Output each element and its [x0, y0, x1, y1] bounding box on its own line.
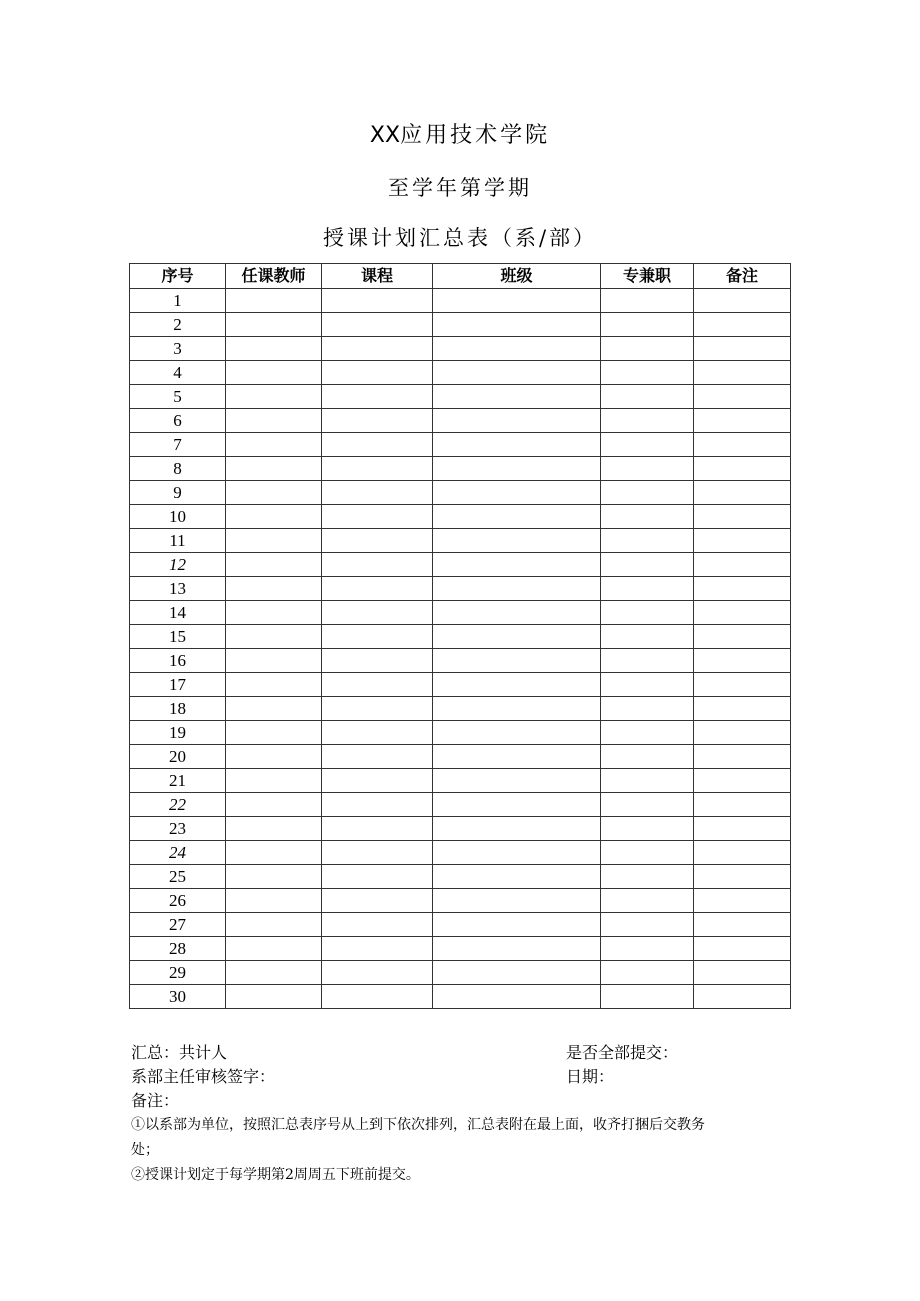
- cell-course[interactable]: [322, 481, 433, 505]
- cell-index: 26: [130, 889, 226, 913]
- cell-remarks[interactable]: [694, 745, 791, 769]
- cell-remarks[interactable]: [694, 913, 791, 937]
- cell-class[interactable]: [433, 313, 601, 337]
- cell-class[interactable]: [433, 745, 601, 769]
- table-row: [130, 457, 791, 481]
- cell-employment-type[interactable]: [601, 289, 694, 313]
- table-row: [130, 625, 791, 649]
- cell-index: 17: [130, 673, 226, 697]
- col-header-teacher: 任课教师: [226, 264, 322, 289]
- cell-employment-type[interactable]: [601, 889, 694, 913]
- cell-employment-type[interactable]: [601, 865, 694, 889]
- cell-course[interactable]: [322, 889, 433, 913]
- cell-employment-type[interactable]: [601, 481, 694, 505]
- cell-class[interactable]: [433, 433, 601, 457]
- cell-course[interactable]: [322, 313, 433, 337]
- cell-class[interactable]: [433, 793, 601, 817]
- cell-employment-type[interactable]: [601, 985, 694, 1009]
- cell-employment-type[interactable]: [601, 697, 694, 721]
- cell-remarks[interactable]: [694, 865, 791, 889]
- cell-employment-type[interactable]: [601, 601, 694, 625]
- table-row: [130, 481, 791, 505]
- cell-remarks[interactable]: [694, 577, 791, 601]
- cell-class[interactable]: [433, 577, 601, 601]
- cell-teacher[interactable]: [226, 745, 322, 769]
- cell-remarks[interactable]: [694, 433, 791, 457]
- note-1-line-2: 处；: [131, 1142, 159, 1158]
- cell-remarks[interactable]: [694, 721, 791, 745]
- table-row: [130, 961, 791, 985]
- cell-remarks[interactable]: [694, 361, 791, 385]
- cell-course[interactable]: [322, 697, 433, 721]
- cell-employment-type[interactable]: [601, 337, 694, 361]
- cell-teacher[interactable]: [226, 649, 322, 673]
- institution-title-rest: 应用技术学院: [400, 123, 551, 148]
- cell-course[interactable]: [322, 625, 433, 649]
- cell-remarks[interactable]: [694, 457, 791, 481]
- cell-employment-type[interactable]: [601, 793, 694, 817]
- cell-remarks[interactable]: [694, 889, 791, 913]
- cell-employment-type[interactable]: [601, 649, 694, 673]
- cell-index: 4: [130, 361, 226, 385]
- remarks-label: 备注：: [131, 1091, 180, 1110]
- cell-employment-type[interactable]: [601, 937, 694, 961]
- table-row: [130, 649, 791, 673]
- cell-class[interactable]: [433, 385, 601, 409]
- cell-class[interactable]: [433, 937, 601, 961]
- table-row: [130, 841, 791, 865]
- cell-index: 27: [130, 913, 226, 937]
- cell-remarks[interactable]: [694, 481, 791, 505]
- cell-index: 30: [130, 985, 226, 1009]
- cell-course[interactable]: [322, 553, 433, 577]
- cell-remarks[interactable]: [694, 841, 791, 865]
- cell-employment-type[interactable]: [601, 457, 694, 481]
- cell-teacher[interactable]: [226, 601, 322, 625]
- col-header-class: 班级: [433, 264, 601, 289]
- table-row: [130, 985, 791, 1009]
- cell-remarks[interactable]: [694, 529, 791, 553]
- plan-summary-table: [129, 263, 791, 1009]
- table-row: [130, 409, 791, 433]
- cell-teacher[interactable]: [226, 529, 322, 553]
- cell-remarks[interactable]: [694, 337, 791, 361]
- cell-course[interactable]: [322, 913, 433, 937]
- cell-index: 6: [130, 409, 226, 433]
- cell-teacher[interactable]: [226, 361, 322, 385]
- cell-course[interactable]: [322, 601, 433, 625]
- cell-teacher[interactable]: [226, 289, 322, 313]
- cell-teacher[interactable]: [226, 409, 322, 433]
- semester-line: 至学年第学期: [388, 176, 532, 200]
- cell-course[interactable]: [322, 841, 433, 865]
- table-row: [130, 553, 791, 577]
- cell-index: 11: [130, 529, 226, 553]
- cell-class[interactable]: [433, 529, 601, 553]
- cell-employment-type[interactable]: [601, 361, 694, 385]
- table-row: [130, 385, 791, 409]
- cell-index: 21: [130, 769, 226, 793]
- cell-index: 22: [130, 793, 226, 817]
- cell-remarks[interactable]: [694, 553, 791, 577]
- table-row: [130, 937, 791, 961]
- cell-index: 29: [130, 961, 226, 985]
- cell-employment-type[interactable]: [601, 313, 694, 337]
- table-row: [130, 697, 791, 721]
- cell-employment-type[interactable]: [601, 745, 694, 769]
- cell-class[interactable]: [433, 553, 601, 577]
- cell-course[interactable]: [322, 817, 433, 841]
- cell-class[interactable]: [433, 289, 601, 313]
- table-row: [130, 721, 791, 745]
- table-row: [130, 337, 791, 361]
- cell-employment-type[interactable]: [601, 673, 694, 697]
- cell-class[interactable]: [433, 505, 601, 529]
- cell-course[interactable]: [322, 961, 433, 985]
- cell-class[interactable]: [433, 817, 601, 841]
- cell-teacher[interactable]: [226, 889, 322, 913]
- cell-class[interactable]: [433, 697, 601, 721]
- cell-employment-type[interactable]: [601, 505, 694, 529]
- cell-employment-type[interactable]: [601, 577, 694, 601]
- cell-course[interactable]: [322, 361, 433, 385]
- cell-class[interactable]: [433, 769, 601, 793]
- cell-class[interactable]: [433, 721, 601, 745]
- cell-course[interactable]: [322, 577, 433, 601]
- cell-employment-type[interactable]: [601, 913, 694, 937]
- cell-teacher[interactable]: [226, 505, 322, 529]
- cell-course[interactable]: [322, 385, 433, 409]
- institution-title: [0, 118, 920, 149]
- cell-class[interactable]: [433, 841, 601, 865]
- cell-course[interactable]: [322, 649, 433, 673]
- table-row: [130, 361, 791, 385]
- cell-class[interactable]: [433, 673, 601, 697]
- cell-class[interactable]: [433, 601, 601, 625]
- cell-teacher[interactable]: [226, 817, 322, 841]
- cell-course[interactable]: [322, 289, 433, 313]
- cell-remarks[interactable]: [694, 697, 791, 721]
- cell-remarks[interactable]: [694, 313, 791, 337]
- cell-index: 3: [130, 337, 226, 361]
- cell-employment-type[interactable]: [601, 769, 694, 793]
- cell-index: 13: [130, 577, 226, 601]
- cell-remarks[interactable]: [694, 505, 791, 529]
- cell-course[interactable]: [322, 409, 433, 433]
- cell-remarks[interactable]: [694, 649, 791, 673]
- cell-index: 16: [130, 649, 226, 673]
- cell-index: 10: [130, 505, 226, 529]
- cell-index: 12: [130, 553, 226, 577]
- director-signature-label: 系部主任审核签字：: [131, 1067, 276, 1086]
- cell-remarks[interactable]: [694, 817, 791, 841]
- cell-remarks[interactable]: [694, 769, 791, 793]
- col-header-index: 序号: [130, 264, 226, 289]
- cell-course[interactable]: [322, 337, 433, 361]
- all-submitted-label: 是否全部提交：: [566, 1043, 679, 1062]
- cell-index: 20: [130, 745, 226, 769]
- cell-teacher[interactable]: [226, 769, 322, 793]
- cell-index: 19: [130, 721, 226, 745]
- cell-index: 15: [130, 625, 226, 649]
- institution-title-prefix: XX: [369, 123, 401, 148]
- cell-teacher[interactable]: [226, 865, 322, 889]
- cell-teacher[interactable]: [226, 625, 322, 649]
- cell-class[interactable]: [433, 649, 601, 673]
- cell-employment-type[interactable]: [601, 409, 694, 433]
- cell-teacher[interactable]: [226, 313, 322, 337]
- cell-index: 8: [130, 457, 226, 481]
- cell-teacher[interactable]: [226, 937, 322, 961]
- cell-teacher[interactable]: [226, 697, 322, 721]
- cell-teacher[interactable]: [226, 673, 322, 697]
- cell-index: 23: [130, 817, 226, 841]
- table-row: [130, 433, 791, 457]
- date-label: 日期：: [566, 1067, 615, 1086]
- cell-class[interactable]: [433, 337, 601, 361]
- table-row: [130, 673, 791, 697]
- cell-remarks[interactable]: [694, 793, 791, 817]
- table-row: [130, 865, 791, 889]
- cell-teacher[interactable]: [226, 577, 322, 601]
- cell-class[interactable]: [433, 865, 601, 889]
- table-row: [130, 289, 791, 313]
- table-row: [130, 769, 791, 793]
- note-1-line-1: ①以系部为单位，按照汇总表序号从上到下依次排列，汇总表附在最上面，收齐打捆后交教务: [131, 1117, 705, 1133]
- cell-teacher[interactable]: [226, 793, 322, 817]
- col-header-employment-type: 专兼职: [601, 264, 694, 289]
- cell-index: 7: [130, 433, 226, 457]
- table-row: [130, 817, 791, 841]
- cell-class[interactable]: [433, 961, 601, 985]
- cell-class[interactable]: [433, 625, 601, 649]
- cell-employment-type[interactable]: [601, 529, 694, 553]
- cell-remarks[interactable]: [694, 673, 791, 697]
- cell-employment-type[interactable]: [601, 553, 694, 577]
- cell-remarks[interactable]: [694, 385, 791, 409]
- note-2: ②授课计划定于每学期第2周周五下班前提交。: [131, 1167, 420, 1183]
- cell-course[interactable]: [322, 505, 433, 529]
- cell-course[interactable]: [322, 673, 433, 697]
- table-row: [130, 793, 791, 817]
- cell-teacher[interactable]: [226, 985, 322, 1009]
- cell-remarks[interactable]: [694, 601, 791, 625]
- cell-course[interactable]: [322, 769, 433, 793]
- cell-teacher[interactable]: [226, 913, 322, 937]
- cell-index: 14: [130, 601, 226, 625]
- table-row: [130, 889, 791, 913]
- cell-course[interactable]: [322, 985, 433, 1009]
- cell-class[interactable]: [433, 913, 601, 937]
- cell-index: 9: [130, 481, 226, 505]
- cell-teacher[interactable]: [226, 457, 322, 481]
- cell-course[interactable]: [322, 745, 433, 769]
- cell-class[interactable]: [433, 361, 601, 385]
- table-row: [130, 505, 791, 529]
- cell-course[interactable]: [322, 793, 433, 817]
- cell-class[interactable]: [433, 985, 601, 1009]
- col-header-remarks: 备注: [694, 264, 791, 289]
- cell-index: 18: [130, 697, 226, 721]
- cell-teacher[interactable]: [226, 481, 322, 505]
- cell-index: 25: [130, 865, 226, 889]
- cell-teacher[interactable]: [226, 841, 322, 865]
- col-header-course: 课程: [322, 264, 433, 289]
- form-title: 授课计划汇总表（系/部）: [322, 226, 598, 250]
- cell-employment-type[interactable]: [601, 625, 694, 649]
- cell-teacher[interactable]: [226, 961, 322, 985]
- cell-index: 2: [130, 313, 226, 337]
- table-row: [130, 577, 791, 601]
- cell-course[interactable]: [322, 529, 433, 553]
- cell-remarks[interactable]: [694, 625, 791, 649]
- cell-remarks[interactable]: [694, 985, 791, 1009]
- cell-course[interactable]: [322, 721, 433, 745]
- cell-remarks[interactable]: [694, 409, 791, 433]
- table-row: [130, 529, 791, 553]
- cell-employment-type[interactable]: [601, 433, 694, 457]
- cell-course[interactable]: [322, 457, 433, 481]
- table-row: [130, 313, 791, 337]
- cell-index: 5: [130, 385, 226, 409]
- cell-remarks[interactable]: [694, 961, 791, 985]
- table-header-row: [130, 264, 791, 289]
- cell-remarks[interactable]: [694, 289, 791, 313]
- cell-teacher[interactable]: [226, 721, 322, 745]
- cell-course[interactable]: [322, 937, 433, 961]
- cell-employment-type[interactable]: [601, 721, 694, 745]
- cell-index: 24: [130, 841, 226, 865]
- table-row: [130, 913, 791, 937]
- cell-teacher[interactable]: [226, 385, 322, 409]
- cell-class[interactable]: [433, 409, 601, 433]
- cell-class[interactable]: [433, 481, 601, 505]
- cell-class[interactable]: [433, 457, 601, 481]
- cell-teacher[interactable]: [226, 433, 322, 457]
- cell-employment-type[interactable]: [601, 385, 694, 409]
- cell-course[interactable]: [322, 865, 433, 889]
- table-row: [130, 745, 791, 769]
- cell-employment-type[interactable]: [601, 961, 694, 985]
- table-row: [130, 601, 791, 625]
- cell-teacher[interactable]: [226, 337, 322, 361]
- cell-remarks[interactable]: [694, 937, 791, 961]
- cell-course[interactable]: [322, 433, 433, 457]
- cell-employment-type[interactable]: [601, 817, 694, 841]
- cell-class[interactable]: [433, 889, 601, 913]
- summary-total: 汇总：共计人: [131, 1043, 228, 1062]
- cell-employment-type[interactable]: [601, 841, 694, 865]
- cell-teacher[interactable]: [226, 553, 322, 577]
- cell-index: 1: [130, 289, 226, 313]
- cell-index: 28: [130, 937, 226, 961]
